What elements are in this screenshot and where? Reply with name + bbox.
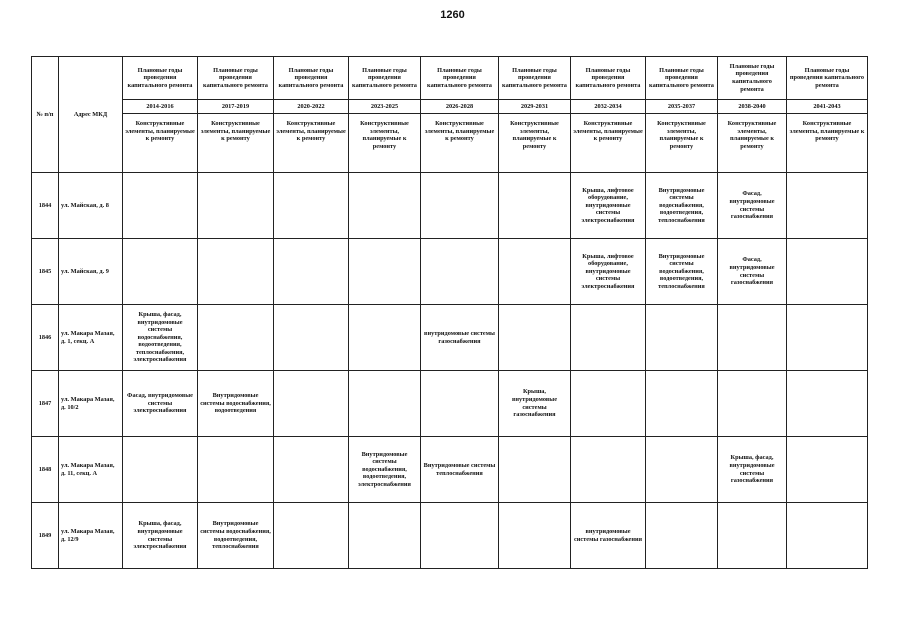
repair-cell [123,437,198,503]
repair-cell [646,503,718,569]
header-years: 2020-2022 [274,100,349,114]
header-address: Адрес МКД [59,57,123,173]
header-elements: Конструктивные элементы, планируемые к ремонту [274,114,349,173]
repair-cell [646,371,718,437]
header-period-title: Плановые годы проведения капитального ремонта [274,57,349,100]
repair-cell [499,305,571,371]
table-row [32,305,868,371]
repair-cell [571,371,646,437]
repair-cell: Внутридомовые системы водоснабжения, водоотведения, теплоснабжения [646,239,718,305]
repair-cell [499,239,571,305]
row-number: 1848 [32,437,59,503]
repair-cell: Внутридомовые системы водоснабжения, водоотведения, электроснабжения [349,437,421,503]
repair-cell: Крыша, лифтовое оборудование, внутридомовые системы электроснабжения [571,173,646,239]
repair-cell: Крыша, фасад, внутридомовые системы газоснабжения [718,437,787,503]
row-address: ул. Майская, д. 8 [59,173,123,239]
header-years: 2038-2040 [718,100,787,114]
repair-cell: Крыша, лифтовое оборудование, внутридомовые системы электроснабжения [571,239,646,305]
repair-cell [499,173,571,239]
header-years-row [32,100,868,114]
repair-cell [198,173,274,239]
repair-cell: Крыша, внутридомовые системы газоснабжения [499,371,571,437]
header-years: 2014-2016 [123,100,198,114]
row-number: 1847 [32,371,59,437]
repair-cell [718,503,787,569]
row-number: 1844 [32,173,59,239]
repair-cell [198,437,274,503]
header-elements: Конструктивные элементы, планируемые к ремонту [421,114,499,173]
repair-cell [274,437,349,503]
row-number: 1849 [32,503,59,569]
header-elements: Конструктивные элементы, планируемые к ремонту [571,114,646,173]
repair-cell [349,173,421,239]
repair-cell [646,437,718,503]
repair-cell [274,239,349,305]
repair-cell [787,371,868,437]
header-elements: Конструктивные элементы, планируемые к ремонту [123,114,198,173]
repair-cell [349,503,421,569]
repair-cell [718,305,787,371]
repair-cell [421,173,499,239]
header-years: 2035-2037 [646,100,718,114]
repair-cell [274,305,349,371]
header-elements: Конструктивные элементы, планируемые к ремонту [349,114,421,173]
header-elements: Конструктивные элементы, планируемые к ремонту [198,114,274,173]
repair-cell: Фасад, внутридомовые системы электроснабжения [123,371,198,437]
header-years: 2026-2028 [421,100,499,114]
page-number: 1260 [440,9,465,21]
header-elements: Конструктивные элементы, планируемые к ремонту [718,114,787,173]
repair-cell [787,503,868,569]
header-period-title: Плановые годы проведения капитального ремонта [787,57,868,100]
header-elements: Конструктивные элементы, планируемые к ремонту [499,114,571,173]
row-address: ул. Макара Мазая, д. 10/2 [59,371,123,437]
repair-cell [787,239,868,305]
repair-cell [499,503,571,569]
repair-cell: Крыша, фасад, внутридомовые системы электроснабжения [123,503,198,569]
header-years: 2023-2025 [349,100,421,114]
repair-cell: Крыша, фасад, внутридомовые системы водоснабжения, водоотведения, теплоснабжения, электроснабжения [123,305,198,371]
header-num: № п/п [32,57,59,173]
repair-cell: Внутридомовые системы водоснабжения, водоотведения [198,371,274,437]
row-address: ул. Макара Мазая, д. 11, секц. А [59,437,123,503]
repair-cell [646,305,718,371]
header-period-title: Плановые годы проведения капитального ремонта [349,57,421,100]
header-period-title: Плановые годы проведения капитального ремонта [571,57,646,100]
header-years: 2017-2019 [198,100,274,114]
table-row [32,503,868,569]
repair-cell: Внутридомовые системы водоснабжения, водоотведения, теплоснабжения [646,173,718,239]
repair-cell [274,371,349,437]
repair-cell [571,437,646,503]
header-period-title: Плановые годы проведения капитального ремонта [499,57,571,100]
table-row [32,371,868,437]
repair-cell [349,305,421,371]
table-row [32,173,868,239]
header-period-title: Плановые годы проведения капитального ремонта [198,57,274,100]
capital-repair-table [31,56,868,569]
repair-cell [198,305,274,371]
repair-cell [421,371,499,437]
repair-cell [571,305,646,371]
row-address: ул. Майская, д. 9 [59,239,123,305]
repair-cell: Внутридомовые системы теплоснабжения [421,437,499,503]
repair-cell [421,503,499,569]
repair-cell [198,239,274,305]
repair-cell [274,503,349,569]
repair-cell [349,239,421,305]
header-years: 2029-2031 [499,100,571,114]
repair-cell [349,371,421,437]
header-period-title: Плановые годы проведения капитального ремонта [123,57,198,100]
repair-cell [499,437,571,503]
row-number: 1845 [32,239,59,305]
header-period-title: Плановые годы проведения капитального ремонта [421,57,499,100]
header-elements: Конструктивные элементы, планируемые к ремонту [787,114,868,173]
repair-cell: внутридомовые системы газоснабжения [571,503,646,569]
repair-cell: Фасад, внутридомовые системы газоснабжения [718,239,787,305]
header-years: 2041-2043 [787,100,868,114]
header-elements-row [32,114,868,173]
repair-cell [274,173,349,239]
header-title-row [32,57,868,100]
row-address: ул. Макара Мазая, д. 12/9 [59,503,123,569]
header-elements: Конструктивные элементы, планируемые к ремонту [646,114,718,173]
repair-cell [123,239,198,305]
repair-cell [123,173,198,239]
table-row [32,239,868,305]
repair-cell: внутридомовые системы газоснабжения [421,305,499,371]
repair-cell [787,305,868,371]
repair-cell [718,371,787,437]
repair-cell: Внутридомовые системы водоснабжения, водоотведения, теплоснабжения [198,503,274,569]
table-row [32,437,868,503]
row-address: ул. Макара Мазая, д. 1, секц. А [59,305,123,371]
header-period-title: Плановые годы проведения капитального ремонта [718,57,787,100]
header-period-title: Плановые годы проведения капитального ремонта [646,57,718,100]
repair-cell [787,173,868,239]
repair-cell: Фасад, внутридомовые системы газоснабжения [718,173,787,239]
repair-cell [421,239,499,305]
repair-cell [787,437,868,503]
header-years: 2032-2034 [571,100,646,114]
row-number: 1846 [32,305,59,371]
